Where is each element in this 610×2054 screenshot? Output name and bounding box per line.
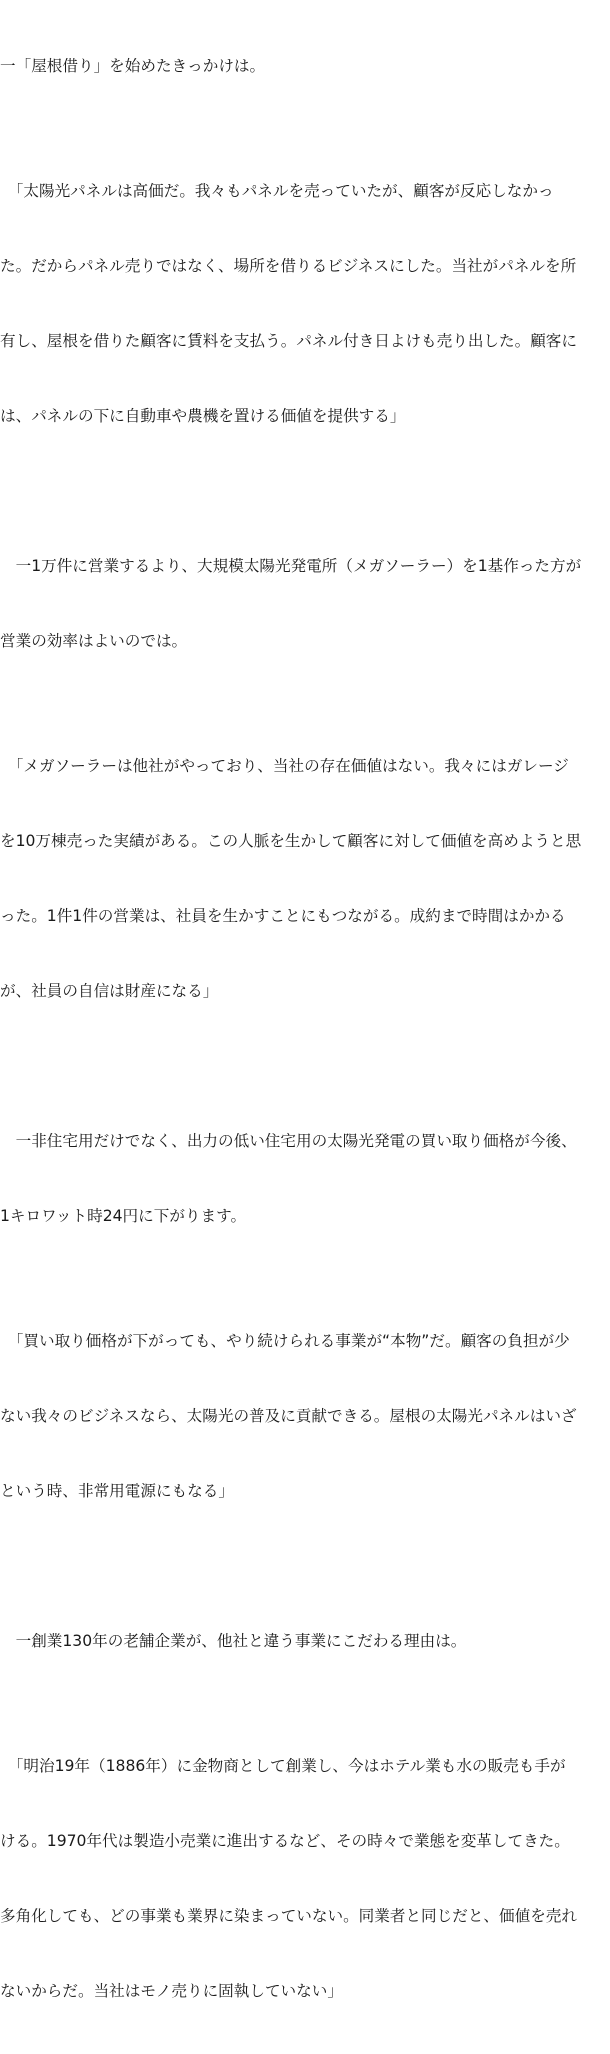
answer-3 (0, 1279, 608, 1554)
question-3 (0, 1079, 608, 1279)
answer-line: 多角化しても、どの事業も業界に染まっていない。同業者と同じだと、価値を売れ (0, 1907, 577, 1925)
answer-line: が、社員の自信は財産になる」 (0, 982, 219, 1000)
answer-2 (0, 704, 608, 1054)
answer-line: ないからだ。当社はモノ売りに固執していない」 (0, 1982, 343, 2000)
answer-line: ない我々のビジネスなら、太陽光の普及に貢献できる。屋根の太陽光パネルはいざ (0, 1407, 577, 1425)
answer-1 (0, 129, 608, 479)
answer-line: った。1件1件の営業は、社員を生かすことにもつながる。成約まで時間はかかる (0, 907, 566, 925)
answer-line: を10万棟売った実績がある。この人脈を生かして顧客に対して価値を高めようと思 (0, 832, 582, 850)
answer-line: は、パネルの下に自動車や農機を置ける価値を提供する」 (0, 407, 406, 425)
question-4 (0, 1579, 608, 1704)
question-1 (0, 4, 608, 129)
question-line: 一非住宅用だけでなく、出力の低い住宅用の太陽光発電の買い取り価格が今後、 (0, 1132, 577, 1150)
question-line: 営業の効率はよいのでは。 (0, 632, 188, 650)
answer-line: 「買い取り価格が下がっても、やり続けられる事業が“本物”だ。顧客の負担が少 (0, 1332, 570, 1350)
answer-line: ける。1970年代は製造小売業に進出するなど、その時々で業態を変革してきた。 (0, 1832, 570, 1850)
answer-line: 「明治19年（1886年）に金物商として創業し、今はホテル業も水の販売も手が (0, 1757, 566, 1775)
question-line: 一1万件に営業するより、大規模太陽光発電所（メガソーラー）を1基作った方が (0, 557, 582, 575)
answer-line: 「メガソーラーは他社がやっており、当社の存在価値はない。我々にはガレージ (0, 757, 569, 775)
answer-line: 「太陽光パネルは高価だ。我々もパネルを売っていたが、顧客が反応しなかっ (0, 182, 554, 200)
paragraph-spacer (0, 479, 608, 504)
question-line: 一「屋根借り」を始めたきっかけは。 (0, 57, 266, 75)
answer-line: た。だからパネル売りではなく、場所を借りるビジネスにした。当社がパネルを所 (0, 257, 577, 275)
answer-line: 有し、屋根を借りた顧客に賃料を支払う。パネル付き日よけも売り出した。顧客に (0, 332, 577, 350)
question-line: 一創業130年の老舗企業が、他社と違う事業にこだわる理由は。 (0, 1632, 467, 1650)
question-2 (0, 504, 608, 704)
answer-4 (0, 1704, 608, 2054)
answer-line: という時、非常用電源にもなる」 (0, 1482, 234, 1500)
question-line: 1キロワット時24円に下がります。 (0, 1207, 247, 1225)
paragraph-spacer (0, 1054, 608, 1079)
paragraph-spacer (0, 1554, 608, 1579)
